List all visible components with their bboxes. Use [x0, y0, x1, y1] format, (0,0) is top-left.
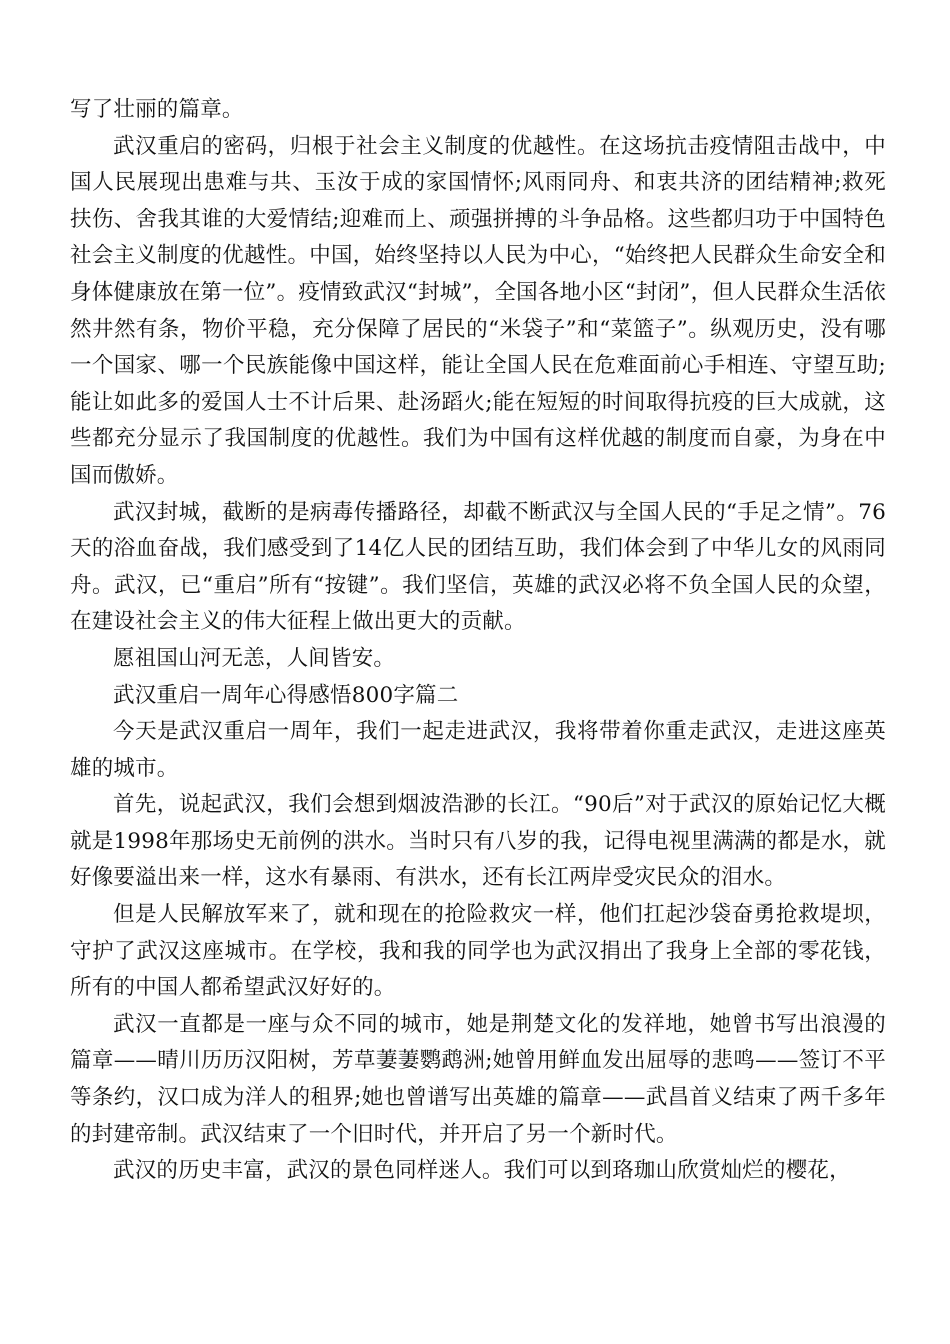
- paragraph-scenery: 武汉的历史丰富，武汉的景色同样迷人。我们可以到珞珈山欣赏灿烂的樱花，: [113, 1158, 851, 1184]
- paragraph-continuation: 写了壮丽的篇章。: [70, 97, 244, 122]
- paragraph-intro: 今天是武汉重启一周年，我们一起走进武汉，我将带着你重走武汉，走进这座英雄的城市。: [70, 719, 886, 781]
- section-heading: 武汉重启一周年心得感悟800字篇二: [113, 682, 459, 708]
- paragraph-lockdown: 武汉封城，截断的是病毒传播路径，却截不断武汉与全国人民的“手足之情”。76天的浴血奋战，我们感受到了14亿人民的团结互助，我们体会到了中华儿女的风雨同舟。武汉，已“重启”所有“按键”。我们坚信，英雄的武汉必将不负全国人民的众望，在建设社会主义的伟大征程上做出更大的贡献。: [70, 499, 886, 635]
- paragraph-history: 武汉一直都是一座与众不同的城市，她是荆楚文化的发祥地，她曾书写出浪漫的篇章——晴川历历汉阳树，芳草萋萋鹦鹉洲;她曾用鲜血发出屈辱的悲鸣——签订不平等条约，汉口成为洋人的租界;她也曾谱写出英雄的篇章——武昌首义结束了两千多年的封建帝制。武汉结束了一个旧时代，并开启了另一个新时代。: [70, 1011, 886, 1147]
- paragraph-system-advantage: 武汉重启的密码，归根于社会主义制度的优越性。在这场抗击疫情阻击战中，中国人民展现出患难与共、玉汝于成的家国情怀;风雨同舟、和衷共济的团结精神;救死扶伤、舍我其谁的大爱情结;迎难而上、顽强拼搏的斗争品格。这些都归功于中国特色社会主义制度的优越性。中国，始终坚持以人民为中心，“始终把人民群众生命安全和身体健康放在第一位”。疫情致武汉“封城”，全国各地小区“封闭”，但人民群众生活依然井然有条，物价平稳，充分保障了居民的“米袋子”和“菜篮子”。纵观历史，没有哪一个国家、哪一个民族能像中国这样，能让全国人民在危难面前心手相连、守望互助;能让如此多的爱国人士不计后果、赴汤蹈火;能在短短的时间取得抗疫的巨大成就，这些都充分显示了我国制度的优越性。我们为中国有这样优越的制度而自豪，为身在中国而傲娇。: [70, 133, 886, 488]
- paragraph-pla: 但是人民解放军来了，就和现在的抢险救灾一样，他们扛起沙袋奋勇抢救堤坝，守护了武汉这座城市。在学校，我和我的同学也为武汉捐出了我身上全部的零花钱，所有的中国人都希望武汉好好的。: [70, 902, 886, 1001]
- paragraph-wish: 愿祖国山河无恙，人间皆安。: [113, 645, 396, 671]
- paragraph-yangtze: 首先，说起武汉，我们会想到烟波浩渺的长江。“90后”对于武汉的原始记忆大概就是1998年那场史无前例的洪水。当时只有八岁的我，记得电视里满满的都是水，就好像要溢出来一样，这水有暴雨、有洪水，还有长江两岸受灾民众的泪水。: [70, 792, 886, 891]
